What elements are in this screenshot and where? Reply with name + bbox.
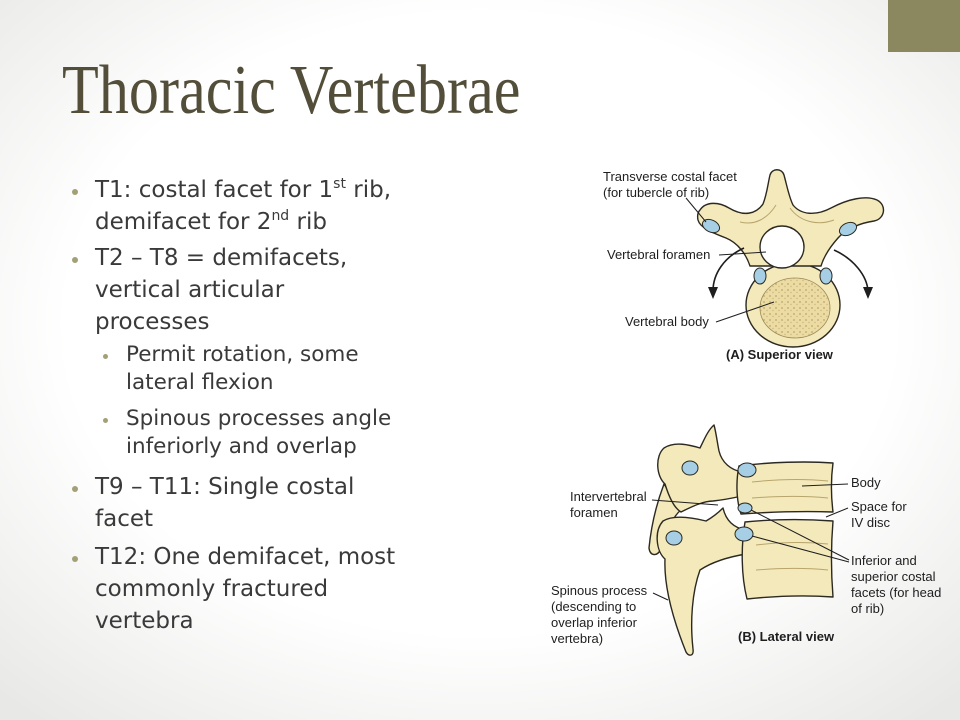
bullet-dot <box>72 486 78 492</box>
text-segment: rib <box>289 209 327 235</box>
superior-costal-facet-upper <box>738 463 756 477</box>
bullet-line: commonly fractured <box>95 576 329 602</box>
costal-demifacet-right <box>820 268 832 284</box>
slide-title: Thoracic Vertebrae <box>62 52 521 129</box>
bullet-item-t2-t8 <box>95 242 425 461</box>
vertebral-arch-lower <box>657 508 746 655</box>
sub-bullet-line: inferiorly and overlap <box>126 434 357 459</box>
bullet-line: processes <box>95 309 210 335</box>
label-costal-facets: facets (for head <box>851 585 942 600</box>
label-body: Body <box>851 475 881 490</box>
bullet-dot <box>72 257 78 263</box>
leader-spinous-process <box>653 593 668 600</box>
transverse-costal-facet-lower <box>666 531 682 545</box>
text-segment: rib, <box>345 177 392 203</box>
label-spinous-process: Spinous process <box>551 583 648 598</box>
sub-bullet-item <box>126 405 425 461</box>
bullet-item-t9-t11 <box>95 471 425 535</box>
bullet-dot <box>72 556 78 562</box>
bullet-item-t12 <box>95 541 425 637</box>
sub-bullet-line: Spinous processes angle <box>126 406 392 431</box>
label-iv-disc-space: Space for <box>851 499 907 514</box>
rotation-arrow-right <box>834 250 868 291</box>
superior-view-diagram <box>603 169 883 362</box>
bullet-line: vertical articular <box>95 277 285 303</box>
inferior-costal-facet-upper <box>738 503 752 513</box>
label-costal-facets: Inferior and <box>851 553 917 568</box>
label-transverse-costal-facet: Transverse costal facet <box>603 169 737 184</box>
sub-bullet-line: lateral flexion <box>126 370 274 395</box>
superior-costal-facet-lower <box>735 527 753 541</box>
spongy-bone-surface <box>760 278 830 338</box>
lateral-view-diagram <box>551 425 941 655</box>
bullet-line: T2 – T8 = demifacets, <box>95 245 348 271</box>
label-costal-facets: of rib) <box>851 601 885 616</box>
bullet-list <box>95 174 425 637</box>
text-segment: T1: costal facet for 1 <box>95 177 334 203</box>
bullet-line: T9 – T11: Single costal <box>95 474 355 500</box>
caption-lateral-view: (B) Lateral view <box>738 629 835 644</box>
arrowhead-right <box>863 287 873 299</box>
label-intervertebral-foramen: Intervertebral <box>570 489 647 504</box>
accent-corner-block <box>888 0 960 52</box>
vertebral-body-lower <box>742 520 833 599</box>
vertebral-arch-upper <box>658 425 742 512</box>
bullet-line: T12: One demifacet, most <box>95 544 396 570</box>
superscript: nd <box>271 208 290 224</box>
bullet-line: vertebra <box>95 608 194 634</box>
thoracic-vertebra-figure <box>540 155 960 675</box>
label-vertebral-foramen: Vertebral foramen <box>607 247 711 262</box>
bullet-item-t1 <box>95 174 425 238</box>
arrowhead-left <box>708 287 718 299</box>
bullet-line: facet <box>95 506 154 532</box>
label-vertebral-body: Vertebral body <box>625 314 709 329</box>
label-spinous-process: overlap inferior <box>551 615 637 630</box>
superscript: st <box>333 176 346 192</box>
label-transverse-costal-facet-note: (for tubercle of rib) <box>603 185 710 200</box>
text-segment: demifacet for 2 <box>95 209 272 235</box>
sub-bullet-line: Permit rotation, some <box>126 342 359 367</box>
sub-bullet-list <box>126 341 425 461</box>
sub-bullet-item <box>126 341 425 397</box>
label-spinous-process: (descending to <box>551 599 637 614</box>
label-intervertebral-foramen: foramen <box>570 505 618 520</box>
sub-bullet-dot <box>103 418 108 423</box>
bullet-line <box>95 206 425 238</box>
label-spinous-process: vertebra) <box>551 631 604 646</box>
caption-superior-view: (A) Superior view <box>726 347 833 362</box>
label-costal-facets: superior costal <box>851 569 936 584</box>
label-iv-disc-space: IV disc <box>851 515 891 530</box>
sub-bullet-dot <box>103 354 108 359</box>
costal-demifacet-left <box>754 268 766 284</box>
bullet-line <box>95 174 425 206</box>
bullet-dot <box>72 189 78 195</box>
vertebral-foramen <box>760 226 804 268</box>
transverse-costal-facet-upper <box>682 461 698 475</box>
